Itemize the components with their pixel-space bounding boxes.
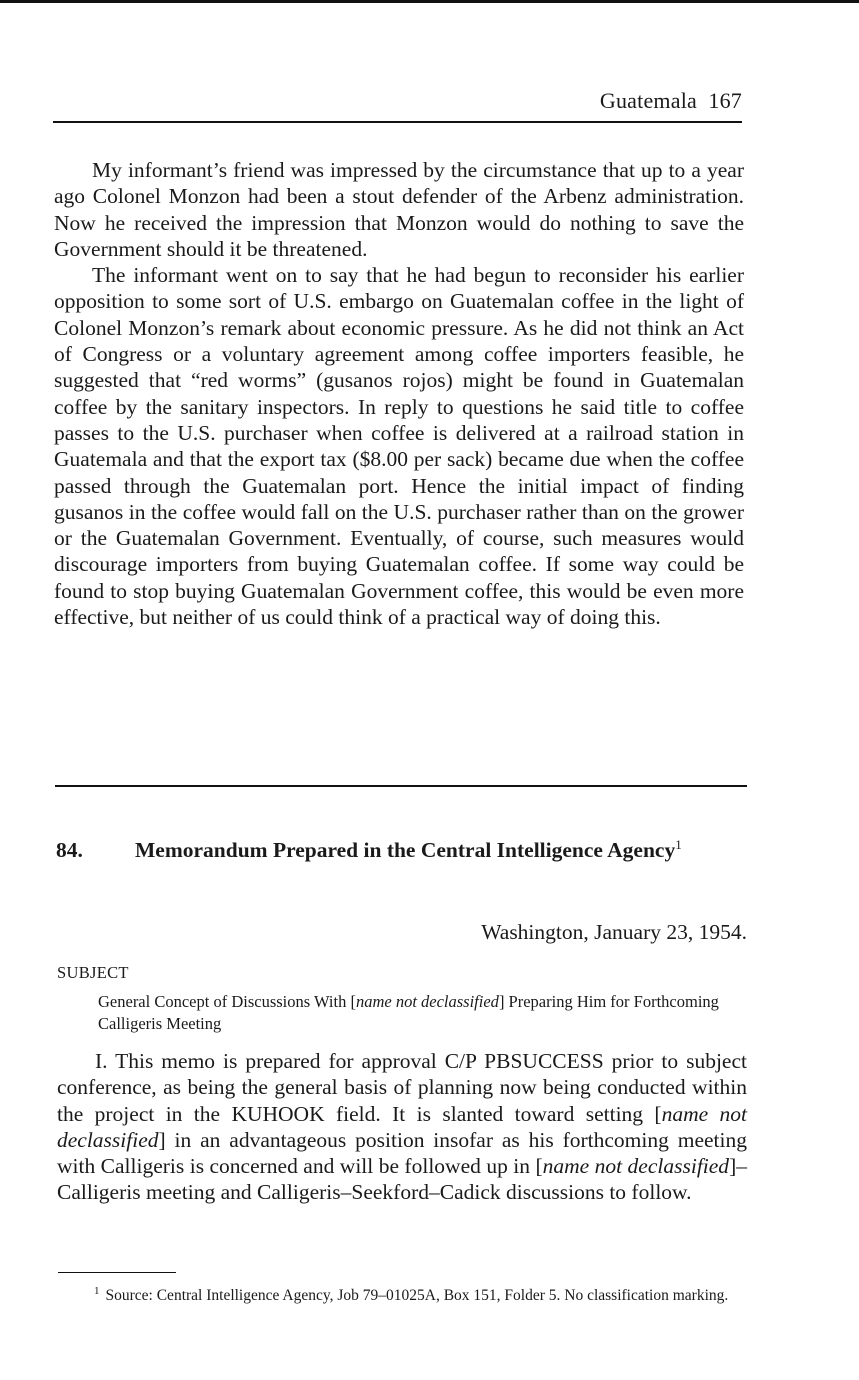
paragraph: My informant’s friend was impressed by the circumstance that up to a year ago Colonel Monzon had been a stout defender of the Arbenz administration. Now he received the impression that Monzon would do nothing to save the Government should it be threatened. bbox=[54, 158, 744, 261]
document-number: 84. bbox=[56, 838, 83, 862]
paragraph: The informant went on to say that he had begun to reconsider his earlier opposition to some sort of U.S. embargo on Guatemalan coffee in the light of Colonel Monzon’s remark about economic pressure. As he did not think an Act of Congress or a voluntary agreement among coffee importers feasible, he suggested that “red worms” (gusanos rojos) might be found in Guatemalan coffee by the sanitary inspectors. In reply to questions he said title to coffee passes to the U.S. purchaser when coffee is delivered at a railroad station in Guatemala and that the export tax ($8.00 per sack) became due when the coffee passed through the Guatemalan port. Hence the initial impact of finding gusanos in the coffee would fall on the U.S. purchaser rather than on the grower or the Guatemalan Government. Eventually, of course, such measures would discourage importers from buying Guatemalan coffee. If some way could be found to stop buying Guatemalan Government coffee, this would be even more effective, but neither of us could think of a practical way of doing this. bbox=[54, 263, 744, 630]
paragraph bbox=[57, 1048, 747, 1206]
footnote-mark: 1 bbox=[94, 1284, 100, 1297]
memo-body bbox=[57, 1048, 747, 1206]
subject-text-part: General Concept of Discussions With [ bbox=[98, 992, 356, 1011]
footnote-text: Source: Central Intelligence Agency, Job 79–01025A, Box 151, Folder 5. No classification marking. bbox=[105, 1287, 729, 1304]
section-divider bbox=[55, 785, 747, 787]
redaction-note: name not declassified bbox=[542, 1154, 730, 1179]
dateline: Washington, January 23, 1954. bbox=[481, 920, 747, 944]
text-run: ] in an advantageous position insofar as his forthcoming meeting with Calligeris is concerned and will be followed up in [ bbox=[57, 1127, 747, 1179]
continued-text bbox=[54, 157, 744, 630]
footnote-reference: 1 bbox=[675, 836, 682, 852]
header-rule bbox=[53, 121, 742, 123]
text-run: I. This memo is prepared for approval C/P PBSUCCESS prior to subject conference, as being the general basis of planning now being conducted within the project in the KUHOOK field. It is slanted toward setting [ bbox=[57, 1049, 747, 1126]
running-head bbox=[600, 88, 742, 114]
redaction-note: name not declassified bbox=[355, 992, 499, 1011]
subject-label: SUBJECT bbox=[57, 963, 129, 982]
subject-text bbox=[98, 991, 738, 1035]
footnote-rule bbox=[58, 1272, 176, 1273]
footnote bbox=[58, 1285, 750, 1307]
redaction-note: name not declassified bbox=[57, 1101, 747, 1152]
text-run: ]–Calligeris meeting and Calligeris–Seekford–Cadick discussions to follow. bbox=[57, 1154, 747, 1205]
document-title-wrap bbox=[135, 838, 682, 863]
subject-text-part: ] Preparing Him for Forthcoming Calligeris Meeting bbox=[98, 992, 719, 1033]
page-top-edge bbox=[0, 0, 859, 3]
page-number: 167 bbox=[708, 88, 742, 113]
running-head-title: Guatemala bbox=[599, 88, 697, 113]
document-title: Memorandum Prepared in the Central Intelligence Agency bbox=[135, 838, 676, 862]
